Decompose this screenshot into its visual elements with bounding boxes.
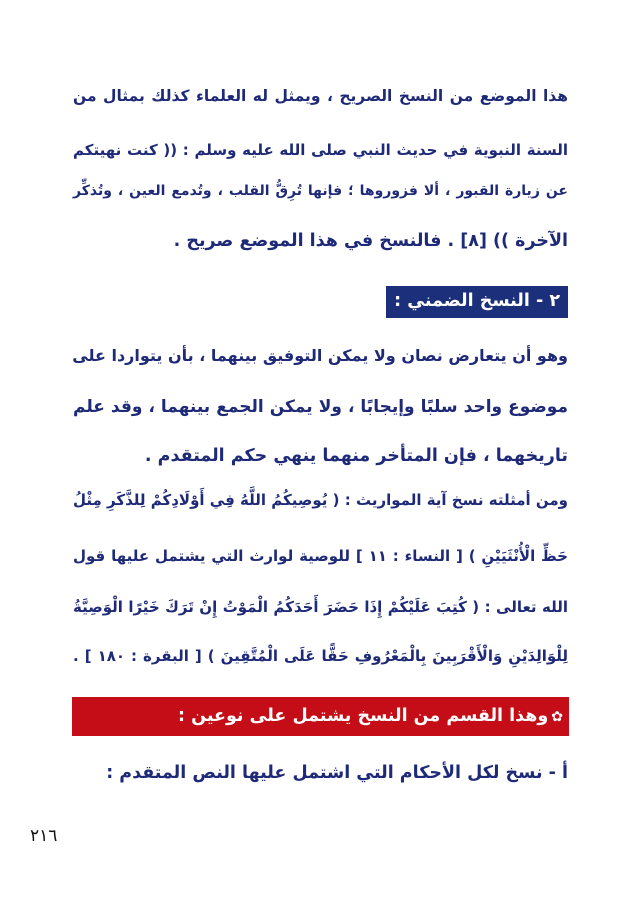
section-bar bbox=[72, 697, 569, 736]
paragraph3-line-2: حَظِّ الْأُنْثَيَيْنِ ) [ النساء : ١١ ] للوصية لوارث التي يشتمل عليها قول bbox=[73, 547, 568, 565]
page-number: ٢١٦ bbox=[30, 826, 58, 846]
section-bar-text: وهذا القسم من النسخ يشتمل على نوعين : bbox=[178, 706, 549, 726]
paragraph2-line-3: تاريخهما ، فإن المتأخر منهما ينهي حكم المتقدم . bbox=[144, 446, 568, 466]
paragraph2-line-1: وهو أن يتعارض نصان ولا يمكن التوفيق بينهما ، بأن يتواردا على bbox=[72, 346, 568, 365]
section-heading-implicit-abrogation: ٢ - النسخ الضمني : bbox=[386, 286, 568, 318]
paragraph3-line-1: ومن أمثلته نسخ آية المواريث : ( يُوصِيكُمُ اللَّهُ فِي أَوْلَادِكُمْ لِلذَّكَرِ مِثْلُ bbox=[73, 491, 568, 509]
paragraph1-line-1: هذا الموضع من النسخ الصريح ، ويمثل له العلماء كذلك بمثال من bbox=[73, 87, 568, 105]
item-a-line: أ - نسخ لكل الأحكام التي اشتمل عليها النص المتقدم : bbox=[106, 763, 568, 783]
paragraph1-line-2: السنة النبوية في حديث النبي صلى الله عليه وسلم : (( كنت نهيتكم bbox=[73, 141, 568, 159]
flower-ornament-icon: ✿ bbox=[551, 709, 563, 725]
paragraph1-line-4: الآخرة )) [٨] . فالنسخ في هذا الموضع صريح . bbox=[173, 231, 568, 251]
paragraph1-line-3: عن زيارة القبور ، ألا فزوروها ؛ فإنها تُرِقُّ القلب ، وتُدمع العين ، وتُذكِّر bbox=[73, 183, 568, 199]
paragraph2-line-2: موضوع واحد سلبًا وإيجابًا ، ولا يمكن الجمع بينهما ، وقد علم bbox=[73, 397, 568, 417]
paragraph3-line-4: لِلْوَالِدَيْنِ وَالْأَقْرَبِينَ بِالْمَعْرُوفِ حَقًّا عَلَى الْمُتَّقِينَ ) [ البقرة : ١٨٠ ] . bbox=[73, 647, 569, 665]
paragraph3-line-3: الله تعالى : ( كُتِبَ عَلَيْكُمْ إِذَا حَضَرَ أَحَدَكُمُ الْمَوْتُ إِنْ تَرَكَ خَيْرًا الْوَصِيَّةُ bbox=[73, 598, 568, 616]
